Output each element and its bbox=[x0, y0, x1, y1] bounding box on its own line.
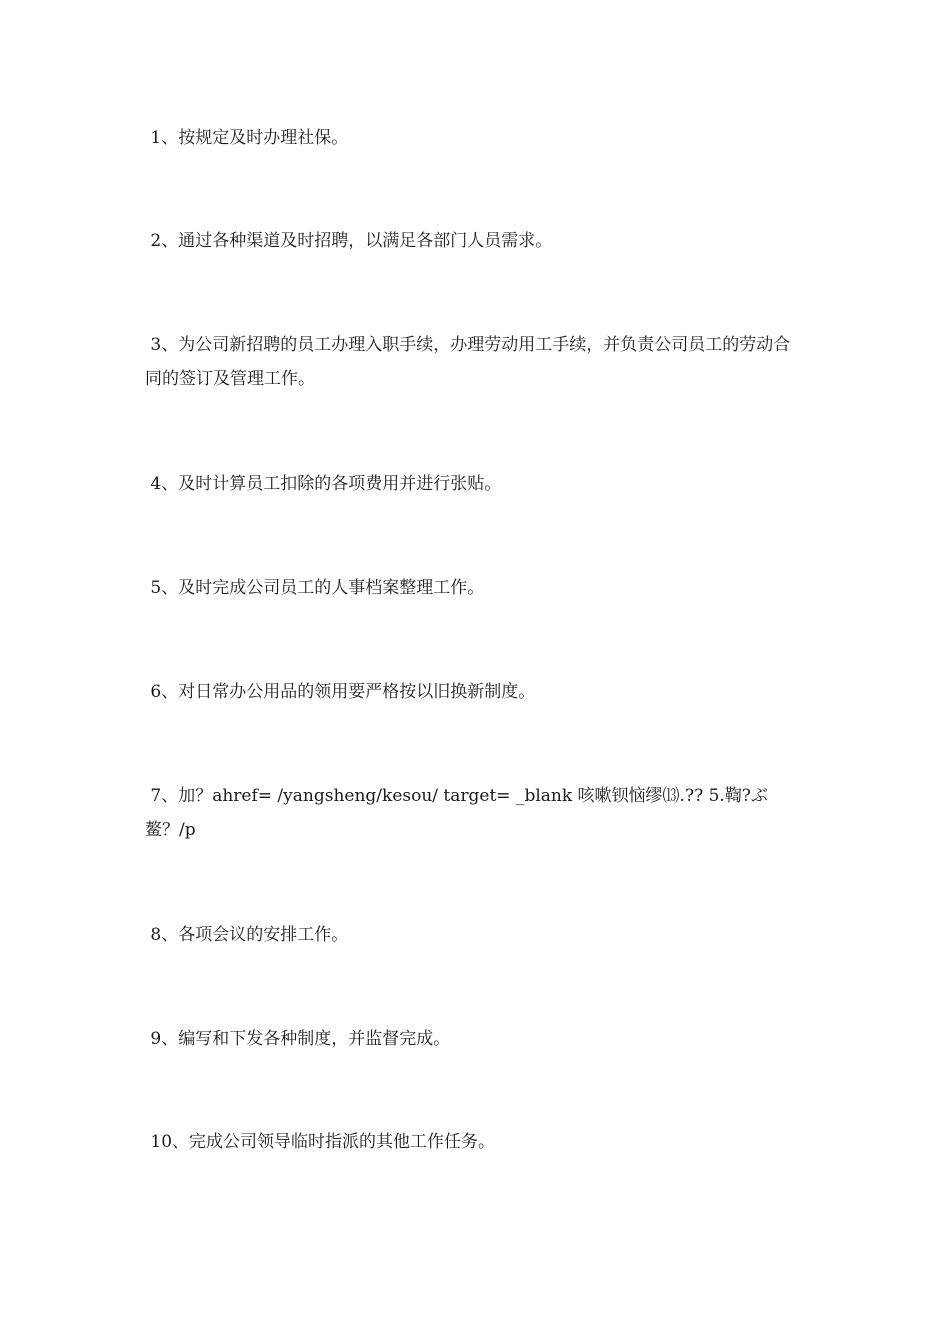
list-item: 9、编写和下发各种制度，并监督完成。 bbox=[145, 1029, 451, 1049]
list-item: 4、及时计算员工扣除的各项费用并进行张贴。 bbox=[145, 474, 502, 494]
list-item: 7、加？ahref= /yangsheng/kesou/ target= _blank 咳嗽钡恼缪⒀.?? 5.鞫?ぶ鳌？/p bbox=[145, 786, 768, 840]
list-item: 2、通过各种渠道及时招聘，以满足各部门人员需求。 bbox=[145, 231, 553, 251]
list-item: 5、及时完成公司员工的人事档案整理工作。 bbox=[145, 578, 485, 598]
list-item: 10、完成公司领导临时指派的其他工作任务。 bbox=[145, 1132, 496, 1152]
list-item: 3、为公司新招聘的员工办理入职手续，办理劳动用工手续，并负责公司员工的劳动合同的签订及管理工作。 bbox=[145, 335, 791, 389]
list-item: 6、对日常办公用品的领用要严格按以旧换新制度。 bbox=[145, 682, 536, 702]
list-item: 1、按规定及时办理社保。 bbox=[145, 128, 349, 148]
list-item: 8、各项会议的安排工作。 bbox=[145, 925, 349, 945]
